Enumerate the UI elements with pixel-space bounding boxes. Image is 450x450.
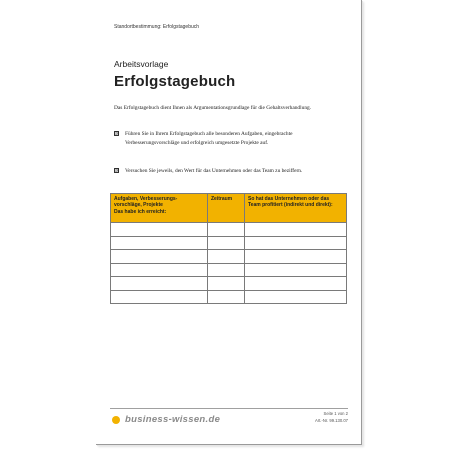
table-cell[interactable] <box>111 290 208 304</box>
table-row <box>111 290 347 304</box>
table-cell[interactable] <box>208 250 245 264</box>
footer-divider <box>110 408 348 409</box>
checklist-item-text: Führen Sie in Ihrem Erfolgstagebuch alle besonderen Aufgaben, eingebrachte Verbesserungsvorschläge und erfolgreich umgesetzte Projekte auf. <box>125 131 293 146</box>
checkbox-checked-icon[interactable]: ☒ <box>115 168 120 174</box>
table-cell[interactable] <box>208 223 245 237</box>
table-cell[interactable] <box>245 290 347 304</box>
logo-text: business-wissen.de <box>125 414 221 425</box>
table-cell[interactable] <box>245 277 347 291</box>
checkbox-checked-icon[interactable]: ☒ <box>115 131 120 137</box>
table-cell[interactable] <box>208 277 245 291</box>
table-cell[interactable] <box>208 236 245 250</box>
table-cell[interactable] <box>111 250 208 264</box>
header-period: Zeitraum <box>208 194 245 223</box>
header-tasks <box>111 194 208 223</box>
table-cell[interactable] <box>111 223 208 237</box>
table-cell[interactable] <box>245 236 347 250</box>
table-cell[interactable] <box>111 236 208 250</box>
brand-logo[interactable] <box>112 414 220 425</box>
article-number: Art.-Nr. 99.130.07 <box>314 418 348 423</box>
table-row <box>111 277 347 291</box>
header-benefit: So hat das Unternehmen oder das Team profitiert (indirekt und direkt): <box>245 194 347 223</box>
running-header: Standortbestimmung: Erfolgstagebuch <box>114 24 200 30</box>
checklist-item-text: Versuchen Sie jeweils, den Wert für das Unternehmen oder das Team zu beziffern. <box>125 168 303 174</box>
table-row <box>111 263 347 277</box>
table-cell[interactable] <box>208 290 245 304</box>
table-cell[interactable] <box>245 223 347 237</box>
table-cell[interactable] <box>208 263 245 277</box>
intro-paragraph: Das Erfolgstagebuch dient Ihnen als Argumentationsgrundlage für die Gehaltsverhandlung. <box>114 105 312 111</box>
logo-dot-icon <box>112 416 120 424</box>
document-title: Erfolgstagebuch <box>114 73 236 90</box>
header-tasks-label: Aufgaben, Verbesserungs-vorschläge, Projekte <box>114 196 178 208</box>
header-tasks-sub: Das habe ich erreicht: <box>114 209 167 215</box>
table-cell[interactable] <box>111 263 208 277</box>
document-kicker: Arbeitsvorlage <box>114 59 169 69</box>
table-cell[interactable] <box>245 263 347 277</box>
table-cell[interactable] <box>111 277 208 291</box>
success-log-table <box>110 193 347 304</box>
table-header-row <box>111 194 347 223</box>
table-row <box>111 250 347 264</box>
page-number: Seite 1 von 2 <box>323 411 348 416</box>
table-row <box>111 236 347 250</box>
document-page <box>96 0 362 445</box>
table-cell[interactable] <box>245 250 347 264</box>
table-row <box>111 223 347 237</box>
page-info <box>315 410 348 424</box>
